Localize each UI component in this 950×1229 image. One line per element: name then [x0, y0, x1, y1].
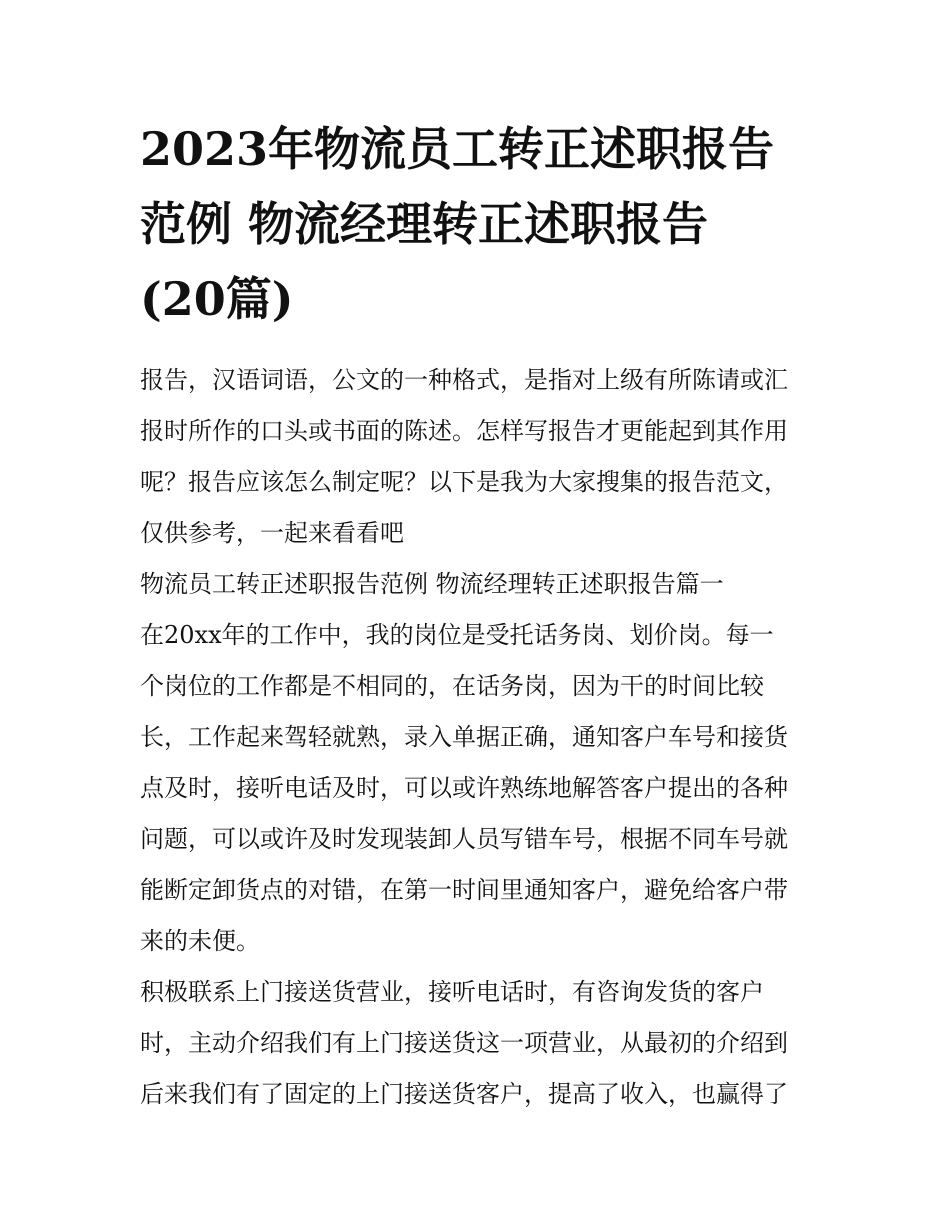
- text-line: 呢？报告应该怎么制定呢？以下是我为大家搜集的报告范文，: [140, 468, 788, 496]
- text-line: 后来我们有了固定的上门接送货客户，提高了收入，也赢得了: [140, 1080, 788, 1108]
- document-title: [140, 112, 815, 337]
- text-line: 时，主动介绍我们有上门接送货这一项营业，从最初的介绍到: [140, 1029, 788, 1057]
- text-line: 问题，可以或许及时发现装卸人员写错车号，根据不同车号就: [140, 825, 788, 853]
- document-body: [140, 355, 815, 1120]
- intro-paragraph: [140, 355, 815, 559]
- text-line: 物流员工转正述职报告范例 物流经理转正述职报告篇一: [140, 570, 724, 598]
- text-line: 点及时，接听电话及时，可以或许熟练地解答客户提出的各种: [140, 774, 788, 802]
- text-line: 来的未便。: [140, 927, 260, 955]
- text-line: 积极联系上门接送货营业，接听电话时，有咨询发货的客户: [140, 978, 764, 1006]
- text-line: 仅供参考，一起来看看吧: [140, 519, 404, 547]
- document-page: [140, 112, 815, 1120]
- text-line: 长，工作起来驾轻就熟，录入单据正确，通知客户车号和接货: [140, 723, 788, 751]
- section-heading: [140, 559, 815, 610]
- body-paragraph: [140, 610, 815, 967]
- text-line: 个岗位的工作都是不相同的，在话务岗，因为干的时间比较: [140, 672, 764, 700]
- title-line: 范例 物流经理转正述职报告: [140, 197, 709, 251]
- body-paragraph: [140, 967, 815, 1120]
- title-line: 2023年物流员工转正述职报告: [140, 122, 775, 176]
- text-line: 在20xx年的工作中，我的岗位是受托话务岗、划价岗。每一: [140, 621, 774, 649]
- text-line: 报告，汉语词语，公文的一种格式，是指对上级有所陈请或汇: [140, 366, 788, 394]
- text-line: 能断定卸货点的对错，在第一时间里通知客户，避免给客户带: [140, 876, 788, 904]
- text-line: 报时所作的口头或书面的陈述。怎样写报告才更能起到其作用: [140, 417, 788, 445]
- title-line: (20篇): [140, 272, 294, 326]
